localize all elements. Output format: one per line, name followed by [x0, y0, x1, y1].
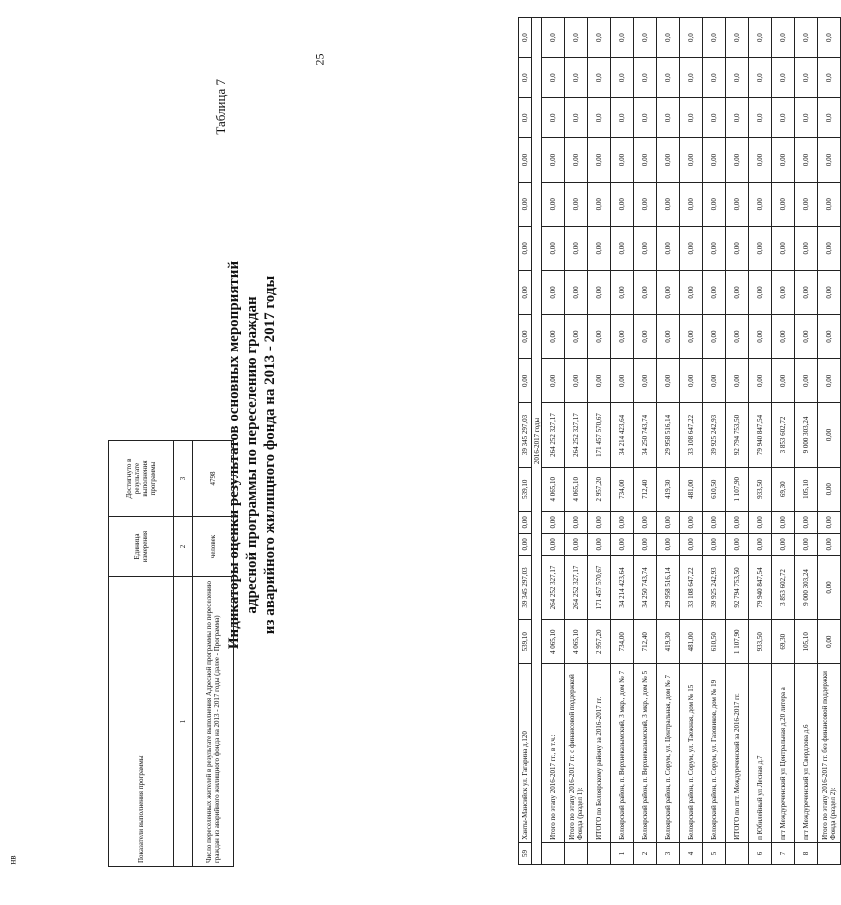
value-cell: 0,00 — [703, 182, 726, 226]
heading-line: адресной программы по переселению граждан — [244, 296, 260, 614]
value-cell: 539,10 — [519, 620, 532, 664]
value-cell: 264 252 327,17 — [542, 555, 565, 619]
value-cell: 34 214 423,64 — [611, 555, 634, 619]
value-cell: 0,00 — [818, 315, 841, 359]
value-cell: 69,30 — [772, 467, 795, 511]
row-number — [565, 842, 588, 864]
column-header: Достигнуто в результате выполнения программы — [109, 441, 174, 517]
resettlement-cost-table — [518, 17, 841, 865]
value-cell: 0,00 — [588, 182, 611, 226]
table-row — [193, 441, 234, 867]
value-cell: 0,0 — [749, 98, 772, 138]
value-cell: 0,0 — [657, 98, 680, 138]
value-cell: 0,00 — [749, 226, 772, 270]
value-cell: 0,00 — [772, 182, 795, 226]
value-cell: 0,0 — [519, 18, 532, 58]
value-cell: 0,00 — [519, 533, 532, 555]
value-cell: 0,0 — [703, 18, 726, 58]
value-cell: 2 957,20 — [588, 467, 611, 511]
value-cell: 734,00 — [611, 620, 634, 664]
value-cell: 0,00 — [657, 315, 680, 359]
value-cell: 0,00 — [588, 511, 611, 533]
value-cell: 0,00 — [565, 226, 588, 270]
value-cell: 0,00 — [772, 138, 795, 182]
row-number: 3 — [657, 842, 680, 864]
value-cell: 3 853 602,72 — [772, 403, 795, 467]
value-cell: 0,00 — [772, 315, 795, 359]
indicator-unit: человек — [193, 517, 234, 577]
value-cell: 0,0 — [749, 58, 772, 98]
value-cell: 0,00 — [565, 359, 588, 403]
value-cell: 933,50 — [749, 620, 772, 664]
value-cell: 0,00 — [657, 138, 680, 182]
value-cell: 0,00 — [795, 315, 818, 359]
value-cell: 0,00 — [565, 511, 588, 533]
value-cell: 0,0 — [611, 18, 634, 58]
value-cell: 0,00 — [772, 533, 795, 555]
value-cell: 0,0 — [772, 18, 795, 58]
value-cell: 4 065,10 — [565, 467, 588, 511]
value-cell: 610,50 — [703, 467, 726, 511]
value-cell: 0,00 — [680, 315, 703, 359]
value-cell: 0,00 — [795, 138, 818, 182]
value-cell: 0,00 — [542, 315, 565, 359]
value-cell: 0,00 — [703, 138, 726, 182]
value-cell: 0,00 — [772, 359, 795, 403]
value-cell: 0,00 — [726, 511, 749, 533]
row-number — [818, 842, 841, 864]
value-cell: 0,00 — [703, 270, 726, 314]
value-cell: 0,00 — [588, 138, 611, 182]
value-cell: 0,00 — [519, 270, 532, 314]
value-cell: 33 108 647,22 — [680, 555, 703, 619]
table-row — [726, 18, 749, 865]
value-cell: 0,00 — [542, 270, 565, 314]
value-cell: 29 958 516,14 — [657, 403, 680, 467]
table-row — [818, 18, 841, 865]
value-cell: 0,0 — [611, 58, 634, 98]
address-cell: п Юбилейный ул Лесная д.7 — [749, 664, 772, 843]
value-cell: 0,0 — [703, 58, 726, 98]
value-cell: 734,00 — [611, 467, 634, 511]
value-cell: 0,00 — [726, 270, 749, 314]
value-cell: 0,00 — [634, 270, 657, 314]
section-label: 2016-2017 годы — [532, 18, 542, 865]
row-number: 8 — [795, 842, 818, 864]
heading-line: Индикаторы оценки результатов основных мероприятий — [226, 260, 242, 650]
value-cell: 0,00 — [657, 226, 680, 270]
value-cell: 0,00 — [657, 182, 680, 226]
address-cell: Белоярский район, п. Верхнеказымский, 3 мкр., дом № 5 — [634, 664, 657, 843]
value-cell: 0,00 — [611, 359, 634, 403]
value-cell: 0,00 — [611, 138, 634, 182]
value-cell: 0,00 — [772, 270, 795, 314]
value-cell: 33 108 647,22 — [680, 403, 703, 467]
value-cell: 0,00 — [703, 533, 726, 555]
value-cell: 0,00 — [542, 138, 565, 182]
address-cell: пгт Междуреченский ул Центральная д.20 литера а — [772, 664, 795, 843]
value-cell: 34 250 743,74 — [634, 403, 657, 467]
value-cell: 0,0 — [611, 98, 634, 138]
value-cell: 1 107,90 — [726, 620, 749, 664]
row-number: 4 — [680, 842, 703, 864]
value-cell: 79 940 847,54 — [749, 555, 772, 619]
value-cell: 92 794 753,50 — [726, 403, 749, 467]
value-cell: 92 794 753,50 — [726, 555, 749, 619]
indicator-table — [108, 440, 234, 867]
row-number: 2 — [634, 842, 657, 864]
value-cell: 0,00 — [611, 315, 634, 359]
value-cell: 0,00 — [519, 359, 532, 403]
value-cell: 9 000 303,24 — [795, 555, 818, 619]
value-cell: 0,0 — [795, 18, 818, 58]
value-cell: 0,00 — [772, 511, 795, 533]
address-cell: Ханты-Мансийск ул. Гагарина д.120 — [519, 664, 532, 843]
column-number: 2 — [174, 517, 193, 577]
value-cell: 0,00 — [657, 511, 680, 533]
value-cell: 0,00 — [818, 511, 841, 533]
address-cell: ИТОГО по пгт. Междуреченский за 2016-2017 гг. — [726, 664, 749, 843]
value-cell: 0,00 — [588, 533, 611, 555]
value-cell: 0,0 — [519, 58, 532, 98]
column-number-row — [174, 441, 193, 867]
value-cell: 0,0 — [634, 98, 657, 138]
value-cell: 39 345 297,03 — [519, 403, 532, 467]
address-cell: пгт Междуреченский ул Свердлова д.6 — [795, 664, 818, 843]
value-cell: 0,00 — [726, 359, 749, 403]
table-row — [795, 18, 818, 865]
value-cell: 171 457 570,67 — [588, 555, 611, 619]
value-cell: 0,00 — [611, 226, 634, 270]
value-cell: 539,10 — [519, 467, 532, 511]
value-cell: 0,00 — [519, 182, 532, 226]
value-cell: 0,0 — [634, 18, 657, 58]
table-row — [519, 18, 532, 865]
value-cell: 0,00 — [726, 533, 749, 555]
value-cell: 419,30 — [657, 620, 680, 664]
value-cell: 0,00 — [634, 359, 657, 403]
table-row — [703, 18, 726, 865]
value-cell: 0,00 — [542, 182, 565, 226]
value-cell: 712,40 — [634, 467, 657, 511]
value-cell: 0,0 — [565, 58, 588, 98]
value-cell: 481,00 — [680, 467, 703, 511]
table-row — [749, 18, 772, 865]
value-cell: 0,0 — [542, 58, 565, 98]
table-row — [542, 18, 565, 865]
row-number: 1 — [611, 842, 634, 864]
value-cell: 0,00 — [795, 226, 818, 270]
value-cell: 0,00 — [818, 270, 841, 314]
value-cell: 0,00 — [818, 359, 841, 403]
value-cell: 0,00 — [588, 315, 611, 359]
value-cell: 171 457 570,67 — [588, 403, 611, 467]
value-cell: 481,00 — [680, 620, 703, 664]
value-cell: 0,00 — [542, 359, 565, 403]
value-cell: 0,00 — [703, 359, 726, 403]
value-cell: 0,00 — [565, 533, 588, 555]
value-cell: 4 065,10 — [542, 467, 565, 511]
value-cell: 39 925 242,93 — [703, 403, 726, 467]
value-cell: 0,00 — [680, 138, 703, 182]
value-cell: 0,00 — [588, 226, 611, 270]
value-cell: 0,00 — [680, 182, 703, 226]
table-number: Таблица 7 — [213, 79, 228, 135]
value-cell: 39 345 297,03 — [519, 555, 532, 619]
value-cell: 610,50 — [703, 620, 726, 664]
table-row — [657, 18, 680, 865]
value-cell: 79 940 847,54 — [749, 403, 772, 467]
value-cell: 0,0 — [818, 58, 841, 98]
table-row — [565, 18, 588, 865]
value-cell: 0,00 — [726, 226, 749, 270]
value-cell: 0,00 — [818, 533, 841, 555]
value-cell: 0,0 — [795, 58, 818, 98]
value-cell: 0,0 — [749, 18, 772, 58]
value-cell: 0,00 — [680, 226, 703, 270]
value-cell: 0,00 — [749, 511, 772, 533]
value-cell: 29 958 516,14 — [657, 555, 680, 619]
column-header: Единица измерения — [109, 517, 174, 577]
value-cell: 0,00 — [634, 511, 657, 533]
address-cell: Белоярский район, п. Сорум, ул. Центральная, дом № 7 — [657, 664, 680, 843]
value-cell: 0,0 — [726, 58, 749, 98]
value-cell: 264 252 327,17 — [565, 555, 588, 619]
value-cell: 69,30 — [772, 620, 795, 664]
value-cell: 0,00 — [588, 270, 611, 314]
row-number — [726, 842, 749, 864]
value-cell: 0,0 — [772, 98, 795, 138]
value-cell: 0,00 — [542, 226, 565, 270]
value-cell: 4 065,10 — [542, 620, 565, 664]
value-cell: 0,0 — [588, 58, 611, 98]
address-cell: Белоярский район, п. Верхнеказымский, 3 мкр., дом № 7 — [611, 664, 634, 843]
table-row — [680, 18, 703, 865]
value-cell: 0,00 — [565, 182, 588, 226]
indicator-name: Число переселенных жителей в результате выполнения Адресной программы по переселению граждан из аварийного жилищного фонда на 2013 - 2017 годы (далее - Программа) — [193, 577, 234, 867]
value-cell: 0,0 — [657, 58, 680, 98]
value-cell: 0,00 — [795, 182, 818, 226]
value-cell: 0,0 — [542, 98, 565, 138]
address-cell: Белоярский район, п. Сорум, ул. Газовиков, дом № 19 — [703, 664, 726, 843]
value-cell: 0,0 — [703, 98, 726, 138]
value-cell: 0,00 — [795, 533, 818, 555]
row-number — [588, 842, 611, 864]
value-cell: 0,00 — [565, 138, 588, 182]
value-cell: 0,00 — [795, 359, 818, 403]
value-cell: 933,50 — [749, 467, 772, 511]
value-cell: 712,40 — [634, 620, 657, 664]
value-cell: 0,0 — [588, 98, 611, 138]
value-cell: 0,00 — [519, 511, 532, 533]
value-cell: 0,0 — [565, 18, 588, 58]
row-number: 5 — [703, 842, 726, 864]
column-number: 3 — [174, 441, 193, 517]
table-row — [588, 18, 611, 865]
value-cell: 0,0 — [657, 18, 680, 58]
value-cell: 0,0 — [726, 98, 749, 138]
value-cell: 0,00 — [680, 270, 703, 314]
value-cell: 1 107,90 — [726, 467, 749, 511]
value-cell: 0,00 — [795, 511, 818, 533]
footer-mark: нв — [7, 855, 18, 865]
address-cell: Итого по этапу 2016-2017 гг., в т.ч.: — [542, 664, 565, 843]
value-cell: 0,00 — [726, 182, 749, 226]
value-cell: 0,00 — [542, 511, 565, 533]
value-cell: 0,00 — [657, 533, 680, 555]
value-cell: 0,00 — [634, 315, 657, 359]
row-number: 6 — [749, 842, 772, 864]
value-cell: 0,0 — [818, 98, 841, 138]
page-number: 25 — [312, 53, 327, 66]
value-cell: 0,00 — [818, 226, 841, 270]
value-cell: 105,10 — [795, 467, 818, 511]
value-cell: 0,0 — [634, 58, 657, 98]
resettlement-table-body — [519, 18, 841, 865]
address-cell: Итого по этапу 2016-2017 гг. без финансовой поддержки Фонда (раздел 2): — [818, 664, 841, 843]
value-cell: 0,00 — [588, 359, 611, 403]
address-cell: ИТОГО по Белоярскому району за 2016-2017 гг. — [588, 664, 611, 843]
row-number — [542, 842, 565, 864]
value-cell: 0,00 — [818, 467, 841, 511]
value-cell: 0,0 — [680, 98, 703, 138]
value-cell: 0,00 — [611, 533, 634, 555]
table-row — [611, 18, 634, 865]
value-cell: 0,0 — [726, 18, 749, 58]
value-cell: 0,00 — [726, 315, 749, 359]
value-cell: 9 000 303,24 — [795, 403, 818, 467]
value-cell: 0,00 — [634, 226, 657, 270]
value-cell: 0,00 — [703, 226, 726, 270]
value-cell: 0,00 — [749, 138, 772, 182]
table-row — [634, 18, 657, 865]
row-number: 59 — [519, 842, 532, 864]
value-cell: 0,0 — [818, 18, 841, 58]
value-cell: 0,00 — [519, 226, 532, 270]
value-cell: 0,0 — [680, 18, 703, 58]
value-cell: 0,00 — [611, 182, 634, 226]
value-cell: 0,00 — [680, 533, 703, 555]
column-header: Показатели выполнения программы — [109, 577, 174, 867]
value-cell: 0,00 — [726, 138, 749, 182]
value-cell: 0,0 — [588, 18, 611, 58]
table-row — [772, 18, 795, 865]
value-cell: 0,00 — [703, 511, 726, 533]
address-cell: Белоярский район, п. Сорум, ул. Таежная, дом № 15 — [680, 664, 703, 843]
value-cell: 0,0 — [680, 58, 703, 98]
value-cell: 39 925 242,93 — [703, 555, 726, 619]
value-cell: 0,00 — [749, 359, 772, 403]
value-cell: 0,0 — [565, 98, 588, 138]
address-cell: Итого по этапу 2016-2017 гг. с финансовой поддержкой Фонда (раздел 1): — [565, 664, 588, 843]
value-cell: 105,10 — [795, 620, 818, 664]
value-cell: 0,00 — [565, 270, 588, 314]
value-cell: 0,0 — [542, 18, 565, 58]
value-cell: 0,0 — [519, 98, 532, 138]
section-row — [532, 18, 542, 865]
value-cell: 264 252 327,17 — [565, 403, 588, 467]
value-cell: 0,00 — [818, 138, 841, 182]
value-cell: 0,00 — [611, 511, 634, 533]
value-cell: 0,00 — [519, 315, 532, 359]
value-cell: 0,00 — [634, 138, 657, 182]
value-cell: 0,00 — [703, 315, 726, 359]
column-number: 1 — [174, 577, 193, 867]
value-cell: 0,00 — [680, 359, 703, 403]
value-cell: 0,00 — [749, 270, 772, 314]
value-cell: 0,00 — [772, 226, 795, 270]
value-cell: 3 853 602,72 — [772, 555, 795, 619]
value-cell: 2 957,20 — [588, 620, 611, 664]
value-cell: 0,00 — [818, 620, 841, 664]
value-cell: 264 252 327,17 — [542, 403, 565, 467]
value-cell: 0,00 — [749, 533, 772, 555]
value-cell: 0,00 — [680, 511, 703, 533]
row-number: 7 — [772, 842, 795, 864]
value-cell: 0,0 — [772, 58, 795, 98]
value-cell: 0,00 — [657, 359, 680, 403]
heading-line: из аварийного жилищного фонда на 2013 - 2017 годы — [262, 275, 278, 635]
value-cell: 0,00 — [519, 138, 532, 182]
value-cell: 0,00 — [611, 270, 634, 314]
value-cell: 0,00 — [634, 182, 657, 226]
value-cell: 0,00 — [795, 270, 818, 314]
value-cell: 0,00 — [818, 403, 841, 467]
table-header-row — [109, 441, 174, 867]
value-cell: 0,00 — [749, 182, 772, 226]
value-cell: 0,00 — [818, 182, 841, 226]
value-cell: 0,00 — [657, 270, 680, 314]
indicator-value: 4798 — [193, 441, 234, 517]
value-cell: 0,00 — [542, 533, 565, 555]
value-cell: 0,00 — [749, 315, 772, 359]
value-cell: 0,00 — [634, 533, 657, 555]
value-cell: 34 214 423,64 — [611, 403, 634, 467]
value-cell: 4 065,10 — [565, 620, 588, 664]
value-cell: 419,30 — [657, 467, 680, 511]
value-cell: 34 250 743,74 — [634, 555, 657, 619]
value-cell: 0,00 — [565, 315, 588, 359]
value-cell: 0,0 — [795, 98, 818, 138]
value-cell: 0,00 — [818, 555, 841, 619]
